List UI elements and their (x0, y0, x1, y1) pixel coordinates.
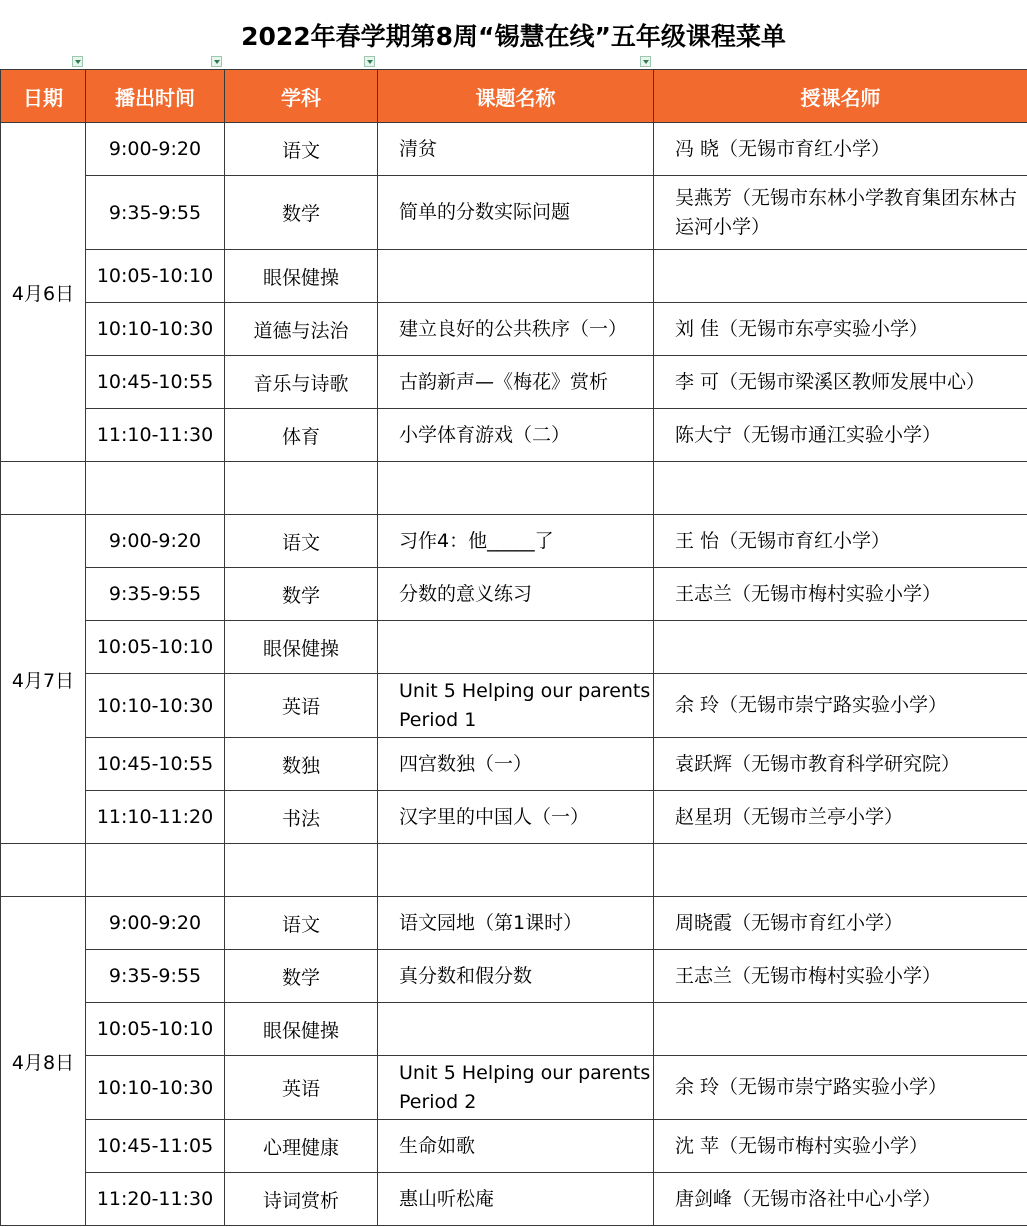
table-row (1, 791, 1027, 844)
topic-cell (378, 621, 654, 674)
subject-cell: 数学 (225, 568, 378, 621)
time-cell: 9:00-9:20 (86, 515, 225, 568)
teacher-cell: 沈 苹（无锡市梅村实验小学） (654, 1120, 1027, 1173)
teacher-cell: 袁跃辉（无锡市教育科学研究院） (654, 738, 1027, 791)
topic-cell: 古韵新声—《梅花》赏析 (378, 356, 654, 409)
time-cell: 10:10-10:30 (86, 303, 225, 356)
topic-cell: 清贫 (378, 123, 654, 176)
teacher-cell: 余 玲（无锡市崇宁路实验小学） (654, 674, 1027, 738)
table-row (1, 897, 1027, 950)
subject-cell: 语文 (225, 897, 378, 950)
topic-cell: 建立良好的公共秩序（一） (378, 303, 654, 356)
subject-cell: 道德与法治 (225, 303, 378, 356)
table-row (1, 738, 1027, 791)
table-row (1, 950, 1027, 1003)
table-row (1, 409, 1027, 462)
topic-cell: 分数的意义练习 (378, 568, 654, 621)
subject-cell: 音乐与诗歌 (225, 356, 378, 409)
table-row (1, 1173, 1027, 1226)
spacer-row (1, 462, 1027, 515)
table-row (1, 515, 1027, 568)
time-cell: 11:10-11:20 (86, 791, 225, 844)
teacher-cell: 陈大宁（无锡市通江实验小学） (654, 409, 1027, 462)
subject-cell: 英语 (225, 674, 378, 738)
table-row (1, 176, 1027, 250)
date-cell: 4月6日 (1, 123, 86, 462)
topic-cell: 惠山听松庵 (378, 1173, 654, 1226)
table-row (1, 356, 1027, 409)
filter-dropdown-icon[interactable] (364, 56, 375, 67)
time-cell: 10:05-10:10 (86, 1003, 225, 1056)
subject-cell: 语文 (225, 123, 378, 176)
filter-dropdown-icon[interactable] (640, 56, 651, 67)
table-row (1, 123, 1027, 176)
topic-cell (378, 1003, 654, 1056)
subject-cell: 眼保健操 (225, 250, 378, 303)
table-row (1, 568, 1027, 621)
time-cell: 11:10-11:30 (86, 409, 225, 462)
teacher-cell: 王志兰（无锡市梅村实验小学） (654, 950, 1027, 1003)
teacher-cell (654, 250, 1027, 303)
subject-cell: 数学 (225, 176, 378, 250)
subject-cell: 数独 (225, 738, 378, 791)
topic-cell: 真分数和假分数 (378, 950, 654, 1003)
topic-cell: 习作4：他_____了 (378, 515, 654, 568)
subject-cell: 书法 (225, 791, 378, 844)
time-cell: 9:00-9:20 (86, 897, 225, 950)
table-row (1, 1056, 1027, 1120)
teacher-cell: 吴燕芳（无锡市东林小学教育集团东林古运河小学） (654, 176, 1027, 250)
filter-dropdown-icon[interactable] (72, 56, 83, 67)
teacher-cell: 余 玲（无锡市崇宁路实验小学） (654, 1056, 1027, 1120)
time-cell: 10:45-11:05 (86, 1120, 225, 1173)
header-topic: 课题名称 (378, 70, 654, 123)
teacher-cell: 王 怡（无锡市育红小学） (654, 515, 1027, 568)
subject-cell: 英语 (225, 1056, 378, 1120)
time-cell: 10:10-10:30 (86, 674, 225, 738)
header-teacher: 授课名师 (654, 70, 1027, 123)
subject-cell: 诗词赏析 (225, 1173, 378, 1226)
topic-cell: 生命如歌 (378, 1120, 654, 1173)
teacher-cell: 赵星玥（无锡市兰亭小学） (654, 791, 1027, 844)
header-date: 日期 (1, 70, 86, 123)
teacher-cell: 王志兰（无锡市梅村实验小学） (654, 568, 1027, 621)
topic-cell: 小学体育游戏（二） (378, 409, 654, 462)
teacher-cell: 冯 晓（无锡市育红小学） (654, 123, 1027, 176)
table-row (1, 250, 1027, 303)
header-subject: 学科 (225, 70, 378, 123)
page-title: 2022年春学期第8周“锡慧在线”五年级课程菜单 (241, 22, 786, 51)
date-cell: 4月8日 (1, 897, 86, 1226)
table-row (1, 674, 1027, 738)
subject-cell: 体育 (225, 409, 378, 462)
filter-dropdown-icon[interactable] (211, 56, 222, 67)
topic-cell: Unit 5 Helping our parents Period 2 (378, 1056, 654, 1120)
time-cell: 9:35-9:55 (86, 568, 225, 621)
date-cell: 4月7日 (1, 515, 86, 844)
table-row (1, 303, 1027, 356)
teacher-cell: 唐剑峰（无锡市洛社中心小学） (654, 1173, 1027, 1226)
table-row (1, 621, 1027, 674)
teacher-cell (654, 1003, 1027, 1056)
time-cell: 9:35-9:55 (86, 176, 225, 250)
header-time: 播出时间 (86, 70, 225, 123)
topic-cell (378, 250, 654, 303)
time-cell: 10:45-10:55 (86, 738, 225, 791)
time-cell: 9:35-9:55 (86, 950, 225, 1003)
subject-cell: 数学 (225, 950, 378, 1003)
time-cell: 10:45-10:55 (86, 356, 225, 409)
time-cell: 10:05-10:10 (86, 250, 225, 303)
time-cell: 10:10-10:30 (86, 1056, 225, 1120)
topic-cell: 语文园地（第1课时） (378, 897, 654, 950)
teacher-cell: 李 可（无锡市梁溪区教师发展中心） (654, 356, 1027, 409)
time-cell: 11:20-11:30 (86, 1173, 225, 1226)
topic-cell: 简单的分数实际问题 (378, 176, 654, 250)
spacer-row (1, 844, 1027, 897)
teacher-cell: 周晓霞（无锡市育红小学） (654, 897, 1027, 950)
schedule-table (0, 69, 1027, 1226)
teacher-cell (654, 621, 1027, 674)
table-row (1, 1003, 1027, 1056)
table-row (1, 1120, 1027, 1173)
subject-cell: 语文 (225, 515, 378, 568)
topic-cell: 四宫数独（一） (378, 738, 654, 791)
subject-cell: 眼保健操 (225, 1003, 378, 1056)
topic-cell: Unit 5 Helping our parents Period 1 (378, 674, 654, 738)
subject-cell: 眼保健操 (225, 621, 378, 674)
topic-cell: 汉字里的中国人（一） (378, 791, 654, 844)
subject-cell: 心理健康 (225, 1120, 378, 1173)
teacher-cell: 刘 佳（无锡市东亭实验小学） (654, 303, 1027, 356)
time-cell: 10:05-10:10 (86, 621, 225, 674)
time-cell: 9:00-9:20 (86, 123, 225, 176)
